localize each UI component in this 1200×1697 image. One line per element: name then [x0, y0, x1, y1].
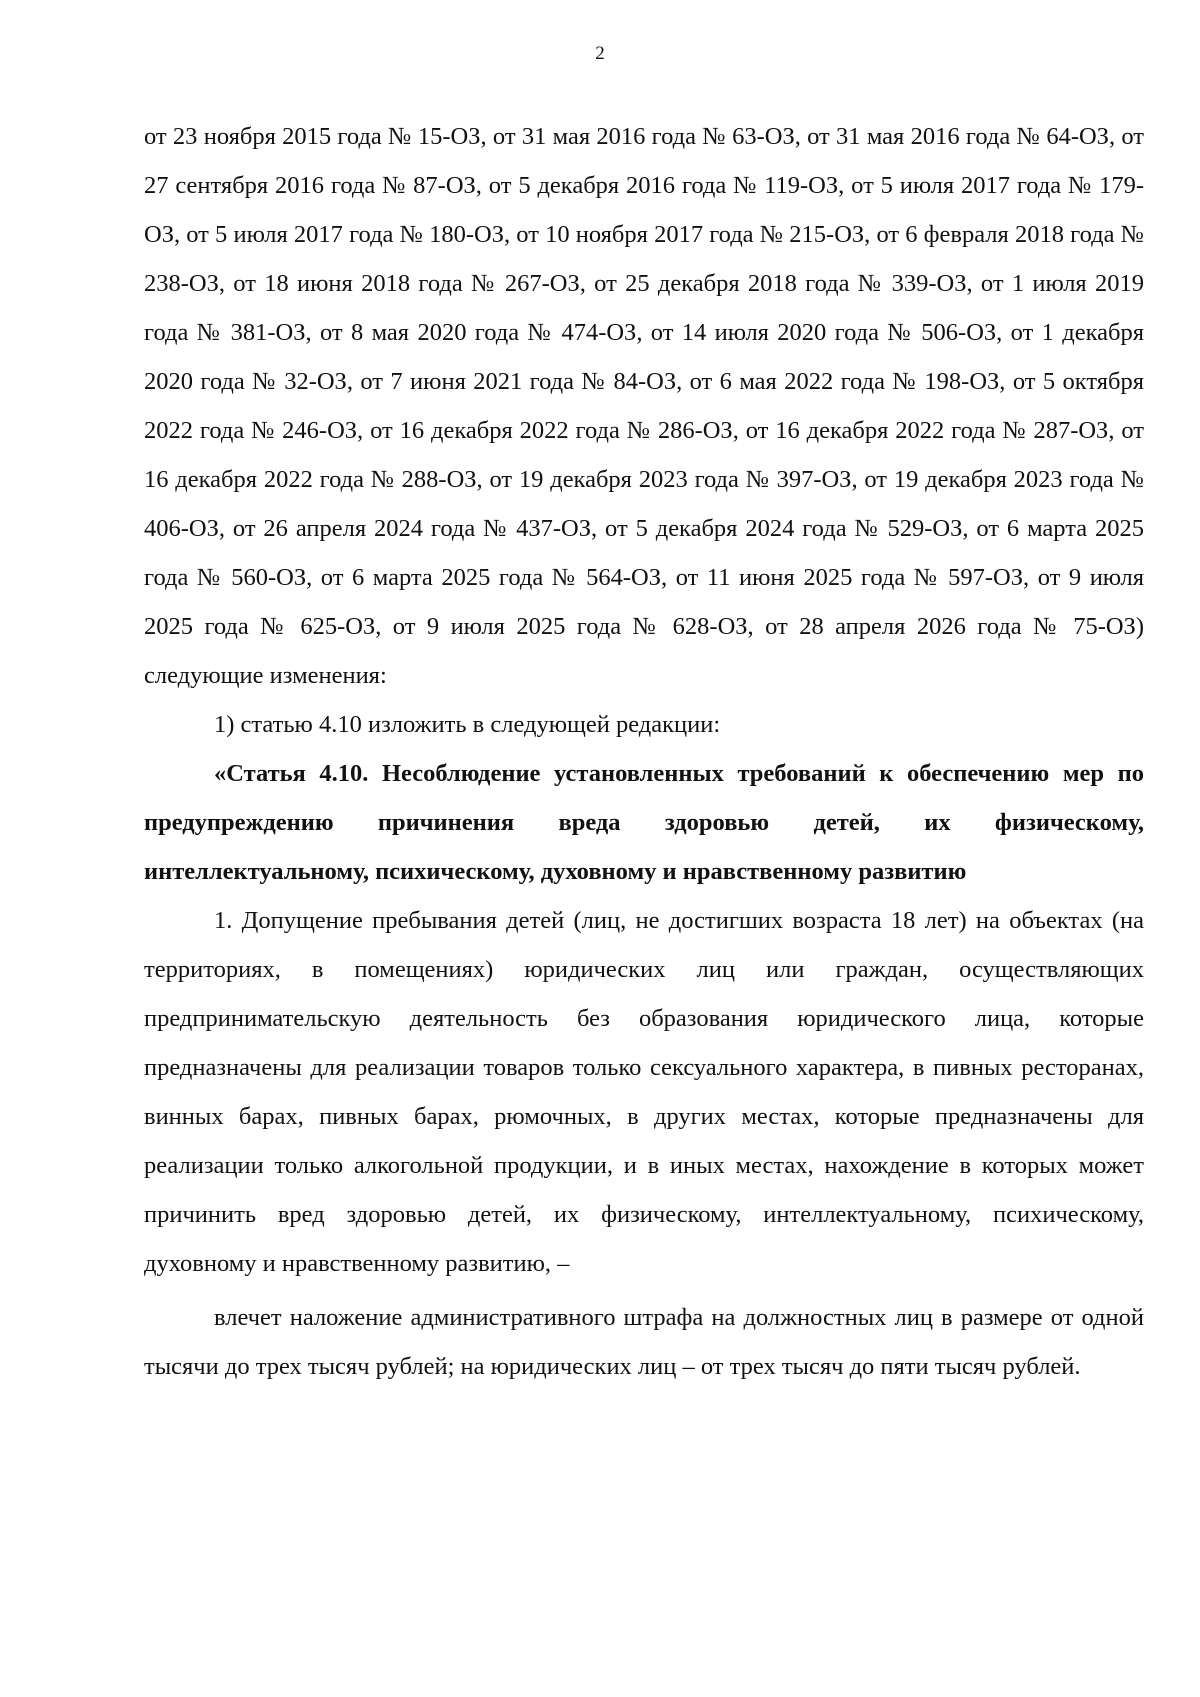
article-clause-paragraph: 1. Допущение пребывания детей (лиц, не достигших возраста 18 лет) на объектах (на территориях, в помещениях) юридических лиц или граждан, осуществляющих предпринимательскую деятельность без образования юридического лица, которые предназначены для реализации товаров только сексуального характера, в пивных ресторанах, винных барах, пивных барах, рюмочных, в других местах, которые предназначены для реализации только алкогольной продукции, и в иных местах, нахождение в которых может причинить вред здоровью детей, их физическому, интеллектуальному, психическому, духовному и нравственному развитию, –	[144, 907, 1144, 1277]
amendment-item-paragraph: 1) статью 4.10 изложить в следующей редакции:	[214, 711, 721, 738]
penalty-paragraph: влечет наложение административного штрафа на должностных лиц в размере от одной тысячи до трех тысяч рублей; на юридических лиц – от трех тысяч до пяти тысяч рублей.	[144, 1304, 1144, 1380]
article-heading: «Статья 4.10. Несоблюдение установленных требований к обеспечению мер по предупреждению причинения вреда здоровью детей, их физическому, интеллектуальному, психическому, духовному и нравственному развитию	[144, 760, 1144, 885]
document-body	[144, 112, 1144, 1391]
amendments-list-paragraph: от 23 ноября 2015 года № 15-ОЗ, от 31 мая 2016 года № 63-ОЗ, от 31 мая 2016 года № 64-ОЗ, от 27 сентября 2016 года № 87-ОЗ, от 5 декабря 2016 года № 119-ОЗ, от 5 июля 2017 года № 179-ОЗ, от 5 июля 2017 года № 180-ОЗ, от 10 ноября 2017 года № 215-ОЗ, от 6 февраля 2018 года № 238-ОЗ, от 18 июня 2018 года № 267-ОЗ, от 25 декабря 2018 года № 339-ОЗ, от 1 июля 2019 года № 381-ОЗ, от 8 мая 2020 года № 474-ОЗ, от 14 июля 2020 года № 506-ОЗ, от 1 декабря 2020 года № 32-ОЗ, от 7 июня 2021 года № 84-ОЗ, от 6 мая 2022 года № 198-ОЗ, от 5 октября 2022 года № 246-ОЗ, от 16 декабря 2022 года № 286-ОЗ, от 16 декабря 2022 года № 287-ОЗ, от 16 декабря 2022 года № 288-ОЗ, от 19 декабря 2023 года № 397-ОЗ, от 19 декабря 2023 года № 406-ОЗ, от 26 апреля 2024 года № 437-ОЗ, от 5 декабря 2024 года № 529-ОЗ, от 6 марта 2025 года № 560-ОЗ, от 6 марта 2025 года № 564-ОЗ, от 11 июня 2025 года № 597-ОЗ, от 9 июля 2025 года № 625-ОЗ, от 9 июля 2025 года № 628-ОЗ, от 28 апреля 2026 года № 75-ОЗ) следующие изменения:	[144, 123, 1144, 689]
page-number: 2	[595, 43, 605, 64]
